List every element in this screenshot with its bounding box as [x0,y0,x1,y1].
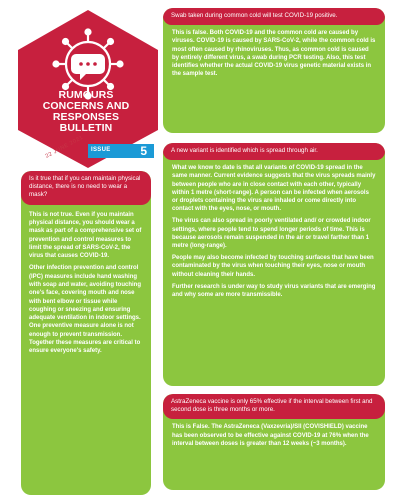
rumour-question: A new variant is identified which is spread through air. [163,143,385,160]
response-paragraph: What we know to date is that all variants of COVID-19 spread in the same manner. Current evidence suggests that the virus spreads mainly between people who are in close contact with each other, typically within 1 metre (short-range). A person can be infected when aerosols or droplets containing the virus are inhaled or come directly into contact with the eyes, nose, or mouth. [172,165,376,213]
rumour-card-astrazeneca [163,394,385,490]
rumour-question: AstraZeneca vaccine is only 65% effective if the interval between first and second dose is three months or more. [163,394,385,419]
rumour-card-physical-distance-mask [21,171,151,495]
response-paragraph: This is not true. Even if you maintain physical distance, you should wear a mask as part of a comprehensive set of prevention and control measures to limit the spread of SARS-CoV-2, the virus that causes COVID-19. [29,211,142,260]
rumour-card-common-cold [163,8,385,133]
response-paragraph: Further research is under way to study virus variants that are emerging and why some are more transmissible. [172,283,376,299]
rumour-response [21,205,151,356]
rumour-question: Is it true that if you can maintain physical distance, there is no need to wear a mask? [21,171,151,205]
issue-label: ISSUE [91,147,111,153]
title-line: RESPONSES [52,111,120,123]
rumour-question: Swab taken during common cold will test COVID-19 positive. [163,8,385,25]
bulletin-title [20,90,152,134]
rumour-response [163,419,385,448]
response-paragraph: The virus can also spread in poorly ventilated and/ or crowded indoor settings, where people tend to spend longer periods of time. This is because aerosols remain suspended in the air or travel farther than 1 metre (long-range). [172,218,371,250]
title-line: RUMOURS [58,89,114,101]
rumour-response [163,160,385,299]
issue-number: 5 [140,144,147,158]
title-line: BULLETIN [59,122,113,134]
response-paragraph: This is false. Both COVID-19 and the common cold are caused by viruses. COVID-19 is caused by SARS-CoV-2, while the common cold is most often caused by rhinoviruses. Thus, as common cold is caused by entirely different virus, a swab during PCR testing. Also, this test identifies whether the actual COVID-19 virus genetic material exists in the sample test. [172,30,376,78]
response-paragraph: Other infection prevention and control (IPC) measures include hand washing with soap and water, avoiding touching one's face, covering mouth and nose with bent elbow or tissue while coughing or sneezing and ensuring adequate ventilation in indoor settings. One preventive measure alone is not enough to prevent transmission. Together these measures are critical to ensure everyone's safety. [29,265,142,355]
rumour-card-airborne-variant [163,143,385,386]
issue-badge [88,144,154,158]
bulletin-date: 22 JUNE 2021 [44,134,85,160]
rumour-response [163,25,385,78]
response-paragraph: This is False. The AstraZeneca (Vaxzevria)/SII (COVISHIELD) vaccine has been observed to be effective against COVID-19 at 76% when the interval between doses is greater than 12 weeks (~3 months). [172,424,369,447]
response-paragraph: People may also become infected by touching surfaces that have been contaminated by the virus when touching their eyes, nose or mouth without cleaning their hands. [172,255,374,278]
title-line: CONCERNS AND [42,100,130,112]
